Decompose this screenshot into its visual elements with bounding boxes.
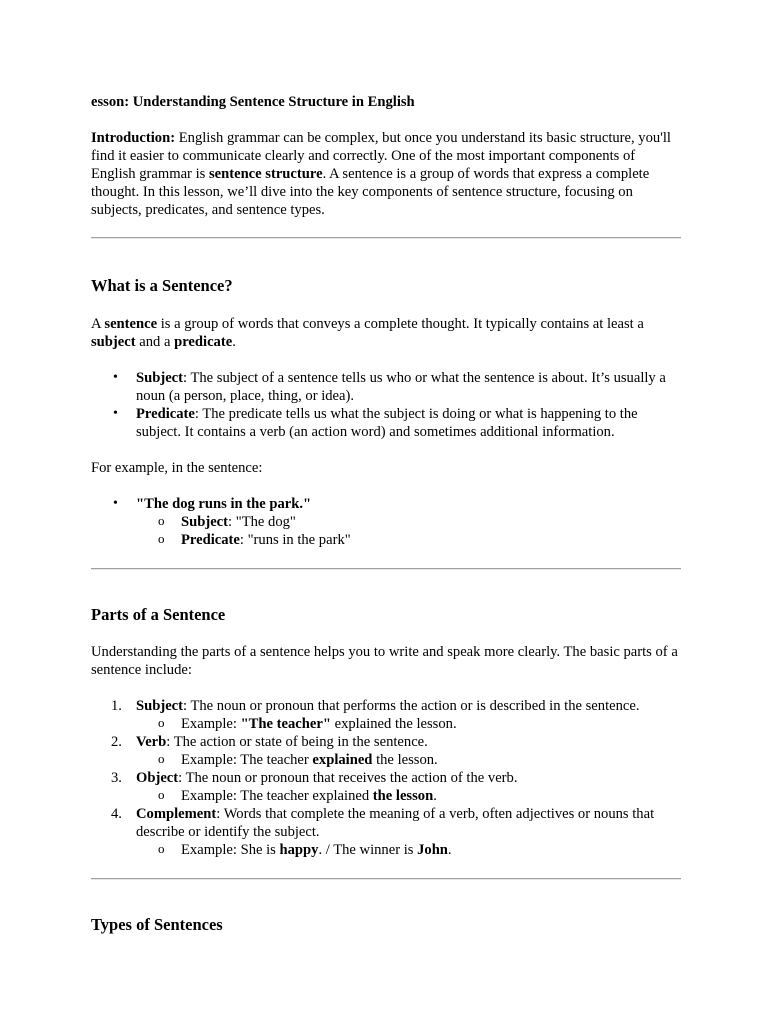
list-item-text: : The predicate tells us what the subject is doing or what is happening to the subject. It contains a verb (an action word) and sometimes additional information. (136, 406, 638, 440)
list-item-text: : The action or state of being in the sentence. (166, 734, 428, 750)
bullet-icon: • (113, 370, 118, 385)
list-item-text: : "runs in the park" (239, 532, 351, 548)
example-sublist (136, 751, 681, 769)
list-item-text: : Words that complete the meaning of a verb, often adjectives or nouns that describe or identify the subject. (136, 806, 655, 840)
example-text: . (447, 842, 452, 858)
intro-paragraph (91, 129, 681, 219)
def-bold-sentence: sentence (104, 316, 158, 332)
list-item-term: Predicate (136, 406, 195, 422)
circle-bullet-icon: o (158, 531, 165, 546)
list-item-text: : The noun or pronoun that performs the action or is described in the sentence. (183, 698, 640, 714)
list-item-term: Complement (136, 806, 217, 822)
example-text: Example: The teacher explained (181, 788, 373, 804)
circle-bullet-icon: o (158, 715, 165, 730)
list-item (136, 531, 681, 549)
list-item-term: Subject (136, 698, 184, 714)
list-item (91, 769, 681, 805)
example-text: . (433, 788, 437, 804)
divider (91, 878, 681, 880)
example-text: explained the lesson. (330, 716, 457, 732)
list-item-term: Object (136, 770, 179, 786)
list-item-text: : The subject of a sentence tells us who or what the sentence is about. It’s usually a noun (a person, place, thing, or idea). (136, 370, 666, 404)
list-number: 1. (111, 698, 122, 714)
example-intro: For example, in the sentence: (91, 460, 263, 476)
list-item (91, 405, 681, 441)
def-text-a: A (91, 316, 105, 332)
circle-bullet-icon: o (158, 751, 165, 766)
parts-numbered-list (91, 697, 681, 859)
example-list (91, 495, 681, 549)
list-item (91, 733, 681, 769)
divider (91, 568, 681, 570)
circle-bullet-icon: o (158, 513, 165, 528)
lesson-title: esson: Understanding Sentence Structure in English (91, 94, 415, 110)
list-item-term: Verb (136, 734, 167, 750)
list-item-term: Subject (136, 370, 184, 386)
list-item-text: : "The dog" (228, 514, 296, 530)
heading-parts-of-a-sentence: Parts of a Sentence (91, 605, 226, 624)
list-item (91, 805, 681, 859)
intro-bold: sentence structure (208, 166, 323, 182)
example-sentence: "The dog runs in the park." (136, 496, 312, 512)
bullet-icon: • (113, 406, 118, 421)
example-text: Example: She is (181, 842, 280, 858)
sentence-parts-list (91, 369, 681, 441)
divider (91, 237, 681, 239)
list-item (136, 841, 681, 859)
list-item (136, 751, 681, 769)
bullet-icon: • (113, 496, 118, 511)
document-body (91, 93, 681, 935)
intro-text-2: . A sentence is a group of words that express a complete thought. In this lesson, we’ll dive into the key components of sentence structure, focusing on subjects, predicates, and sentence types. (91, 166, 650, 218)
list-item (136, 513, 681, 531)
example-bold: happy (279, 842, 319, 858)
example-sublist (136, 787, 681, 805)
list-item (136, 715, 681, 733)
list-item-text: : The noun or pronoun that receives the action of the verb. (178, 770, 518, 786)
list-number: 2. (111, 734, 122, 750)
list-item (91, 369, 681, 405)
example-bold: explained (312, 752, 373, 768)
example-text: . / The winner is (318, 842, 418, 858)
example-text: the lesson. (372, 752, 438, 768)
def-text-c: is a group of words that conveys a complete thought. It typically contains at least a (157, 316, 644, 332)
example-text: Example: The teacher (181, 752, 313, 768)
list-item-term: Subject (181, 514, 229, 530)
list-item (91, 495, 681, 549)
list-item-term: Predicate (181, 532, 240, 548)
def-text-d: and a (135, 334, 175, 350)
sentence-definition (91, 315, 681, 351)
list-number: 4. (111, 806, 122, 822)
list-item (136, 787, 681, 805)
intro-label: Introduction: (91, 130, 176, 146)
heading-what-is-a-sentence: What is a Sentence? (91, 276, 233, 295)
circle-bullet-icon: o (158, 841, 165, 856)
intro-text-1: English grammar can be complex, but once you understand its basic structure, you'll find it easier to communicate clearly and correctly. One of the most important components of English grammar is (91, 130, 671, 182)
example-text: Example: (181, 716, 241, 732)
def-bold-subject: subject (91, 334, 136, 350)
example-sublist (136, 513, 681, 549)
def-bold-predicate: predicate (174, 334, 233, 350)
circle-bullet-icon: o (158, 787, 165, 802)
def-text-e: . (232, 334, 236, 350)
example-bold: John (417, 842, 448, 858)
list-item (91, 697, 681, 733)
parts-intro: Understanding the parts of a sentence helps you to write and speak more clearly. The basic parts of a sentence include: (91, 644, 678, 678)
example-bold: the lesson (372, 788, 434, 804)
example-sublist (136, 841, 681, 859)
list-number: 3. (111, 770, 122, 786)
example-sublist (136, 715, 681, 733)
heading-types-of-sentences: Types of Sentences (91, 915, 223, 934)
example-bold: "The teacher" (240, 716, 331, 732)
